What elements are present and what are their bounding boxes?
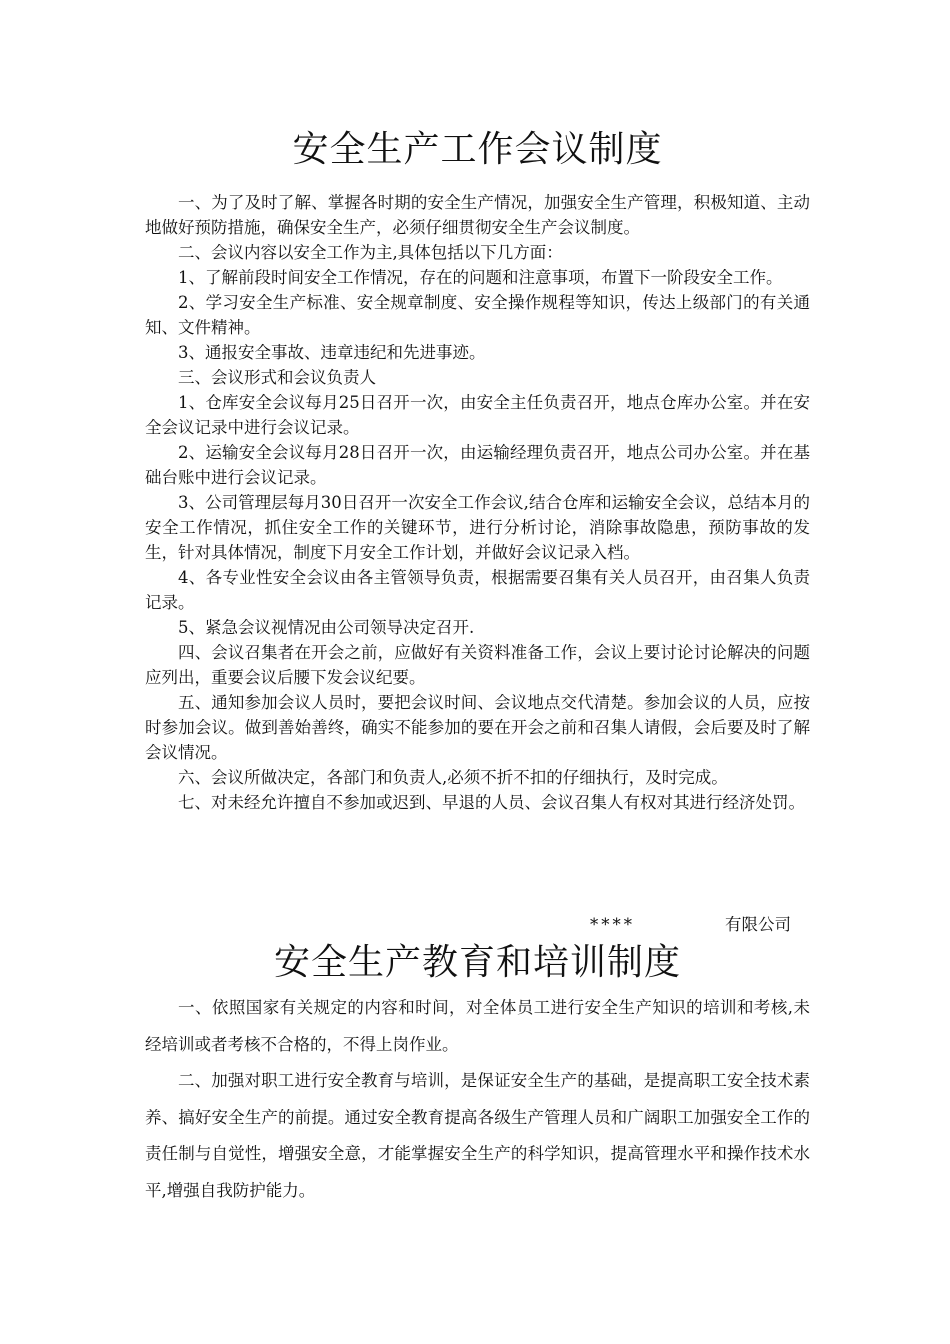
paragraph: 3、通报安全事故、违章违纪和先进事迹。 (178, 343, 486, 362)
paragraph: 1、了解前段时间安全工作情况，存在的问题和注意事项，布置下一阶段安全工作。 (178, 268, 783, 287)
company-stars: **** (590, 915, 635, 934)
paragraph: 五、通知参加会议人员时，要把会议时间、会议地点交代清楚。参加会议的人员，应按时参加会议。做到善始善终，确实不能参加的要在开会之前和召集人请假，会后要及时了解会议情况。 (145, 693, 810, 762)
paragraph: 二、会议内容以安全工作为主,具体包括以下几方面： (178, 243, 563, 262)
paragraph: 3、公司管理层每月30日召开一次安全工作会议,结合仓库和运输安全会议，总结本月的安全工作情况，抓住安全工作的关键环节，进行分析讨论，消除事故隐患，预防事故的发生，针对具体情况，制度下月安全工作计划，并做好会议记录入档。 (145, 493, 810, 562)
training-system-title: 安全生产教育和培训制度 (273, 942, 681, 983)
paragraph: 4、各专业性安全会议由各主管领导负责，根据需要召集有关人员召开，由召集人负责记录。 (145, 568, 810, 612)
paragraph: 三、会议形式和会议负责人 (178, 368, 376, 387)
company-name: 有限公司 (725, 915, 791, 934)
paragraph: 一、为了及时了解、掌握各时期的安全生产情况，加强安全生产管理，积极知道、主动地做好预防措施，确保安全生产，必须仔细贯彻安全生产会议制度。 (145, 193, 810, 237)
training-system-body (145, 990, 810, 1209)
paragraph: 二、加强对职工进行安全教育与培训，是保证安全生产的基础，是提高职工安全技术素养、搞好安全生产的前提。通过安全教育提高各级生产管理人员和广阔职工加强安全工作的责任制与自觉性，增强安全意，才能掌握安全生产的科学知识，提高管理水平和操作技术水平,增强自我防护能力。 (145, 1071, 810, 1200)
paragraph: 六、会议所做决定，各部门和负责人,必须不折不扣的仔细执行，及时完成。 (178, 768, 728, 787)
paragraph: 一、依照国家有关规定的内容和时间，对全体员工进行安全生产知识的培训和考核,未经培训或者考核不合格的，不得上岗作业。 (145, 998, 810, 1054)
meeting-system-title: 安全生产工作会议制度 (292, 129, 663, 170)
company-signature (145, 912, 810, 937)
paragraph: 四、会议召集者在开会之前，应做好有关资料准备工作，会议上要讨论讨论解决的问题应列出，重要会议后腰下发会议纪要。 (145, 643, 810, 687)
paragraph: 1、仓库安全会议每月25日召开一次，由安全主任负责召开，地点仓库办公室。并在安全会议记录中进行会议记录。 (145, 393, 810, 437)
paragraph: 2、运输安全会议每月28日召开一次，由运输经理负责召开，地点公司办公室。并在基础台账中进行会议记录。 (145, 443, 810, 487)
paragraph: 2、学习安全生产标准、安全规章制度、安全操作规程等知识，传达上级部门的有关通知、文件精神。 (145, 293, 810, 337)
paragraph: 七、对未经允许擅自不参加或迟到、早退的人员、会议召集人有权对其进行经济处罚。 (178, 793, 805, 812)
paragraph: 5、紧急会议视情况由公司领导决定召开. (178, 618, 475, 637)
meeting-system-body (145, 190, 810, 815)
